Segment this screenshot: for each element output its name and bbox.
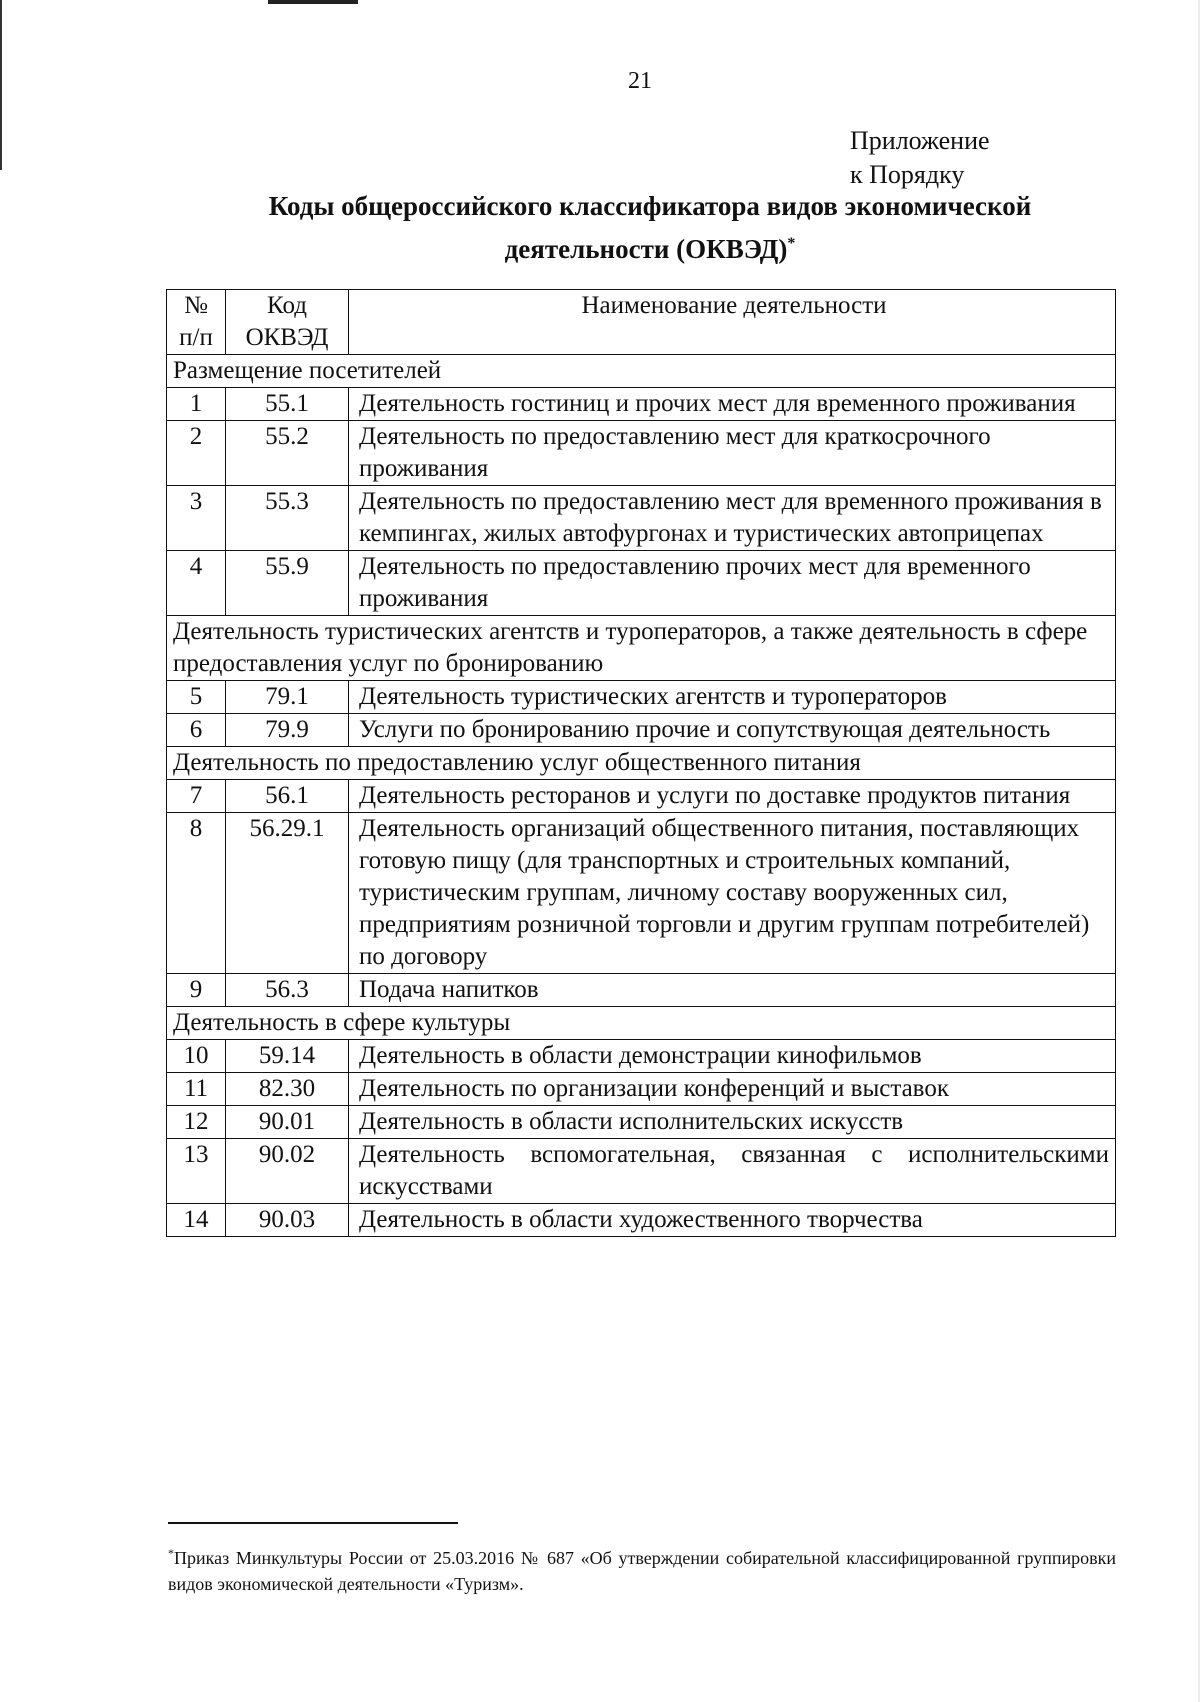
title-line-1: Коды общероссийского классификатора видов экономической <box>268 191 1032 221</box>
table-row <box>167 1073 1116 1106</box>
title-line-2 <box>150 225 1150 268</box>
row-code: 82.30 <box>226 1073 349 1106</box>
footnote-divider <box>168 1522 458 1524</box>
row-name: Деятельность туристических агентств и туроператоров <box>349 681 1116 714</box>
section-title: Деятельность по предоставлению услуг общественного питания <box>167 747 1116 780</box>
table-row <box>167 1139 1116 1204</box>
row-num: 1 <box>167 388 226 421</box>
okved-table <box>166 289 1116 1237</box>
section-row <box>167 355 1116 388</box>
row-name: Деятельность вспомогательная, связанная с исполнительскими искусствами <box>349 1139 1116 1204</box>
row-num: 7 <box>167 780 226 813</box>
row-code: 90.01 <box>226 1106 349 1139</box>
appendix-line-1: Приложение <box>850 126 990 155</box>
title-line-2-text: деятельности (ОКВЭД) <box>504 234 788 264</box>
header-name: Наименование деятельности <box>349 290 1116 355</box>
scan-artifact-bar <box>268 0 358 4</box>
footnote-text: Приказ Минкультуры России от 25.03.2016 № 687 «Об утверждении собирательной классифицированной группировки видов экономической деятельности «Туризм». <box>168 1548 1116 1594</box>
row-name: Деятельность в области художественного творчества <box>349 1204 1116 1237</box>
row-num: 3 <box>167 486 226 551</box>
row-num: 10 <box>167 1040 226 1073</box>
row-code: 79.1 <box>226 681 349 714</box>
row-code: 56.1 <box>226 780 349 813</box>
row-code: 56.29.1 <box>226 813 349 974</box>
table-body <box>167 355 1116 1237</box>
row-num: 11 <box>167 1073 226 1106</box>
table-row <box>167 974 1116 1007</box>
row-name: Услуги по бронированию прочие и сопутствующая деятельность <box>349 714 1116 747</box>
section-row <box>167 747 1116 780</box>
table-row <box>167 714 1116 747</box>
header-num: № п/п <box>167 290 226 355</box>
section-title: Деятельность в сфере культуры <box>167 1007 1116 1040</box>
row-num: 6 <box>167 714 226 747</box>
row-code: 90.03 <box>226 1204 349 1237</box>
table-row <box>167 551 1116 616</box>
row-num: 12 <box>167 1106 226 1139</box>
table-row <box>167 780 1116 813</box>
row-code: 59.14 <box>226 1040 349 1073</box>
table-row <box>167 813 1116 974</box>
row-name: Деятельность в области демонстрации кинофильмов <box>349 1040 1116 1073</box>
footnote-marker-ref: * <box>168 1546 174 1560</box>
row-num: 9 <box>167 974 226 1007</box>
row-name: Деятельность по организации конференций и выставок <box>349 1073 1116 1106</box>
section-title: Размещение посетителей <box>167 355 1116 388</box>
row-name: Деятельность гостиниц и прочих мест для временного проживания <box>349 388 1116 421</box>
section-title: Деятельность туристических агентств и туроператоров, а также деятельность в сфере предоставления услуг по бронированию <box>167 616 1116 681</box>
row-name: Деятельность по предоставлению мест для временного проживания в кемпингах, жилых автофургонах и туристических автоприцепах <box>349 486 1116 551</box>
row-code: 90.02 <box>226 1139 349 1204</box>
row-num: 5 <box>167 681 226 714</box>
table-row <box>167 421 1116 486</box>
row-code: 55.3 <box>226 486 349 551</box>
appendix-label <box>850 124 990 192</box>
appendix-line-2: к Порядку <box>850 160 965 189</box>
row-name: Деятельность ресторанов и услуги по доставке продуктов питания <box>349 780 1116 813</box>
row-num: 13 <box>167 1139 226 1204</box>
row-code: 55.2 <box>226 421 349 486</box>
table-row <box>167 681 1116 714</box>
row-name: Деятельность организаций общественного питания, поставляющих готовую пищу (для транспортных и строительных компаний, туристическим группам, личному составу вооруженных сил, предприятиям розничной торговли и другим группам потребителей) по договору <box>349 813 1116 974</box>
table-row <box>167 1204 1116 1237</box>
table-row <box>167 1106 1116 1139</box>
row-num: 2 <box>167 421 226 486</box>
section-row <box>167 616 1116 681</box>
row-num: 4 <box>167 551 226 616</box>
row-code: 55.1 <box>226 388 349 421</box>
table-row <box>167 388 1116 421</box>
footnote <box>168 1540 1116 1597</box>
row-code: 56.3 <box>226 974 349 1007</box>
page-number: 21 <box>628 68 652 94</box>
document-title <box>150 188 1150 268</box>
row-num: 14 <box>167 1204 226 1237</box>
row-num: 8 <box>167 813 226 974</box>
table-row <box>167 1040 1116 1073</box>
row-name: Деятельность по предоставлению прочих мест для временного проживания <box>349 551 1116 616</box>
row-name: Подача напитков <box>349 974 1116 1007</box>
row-name: Деятельность по предоставлению мест для краткосрочного проживания <box>349 421 1116 486</box>
section-row <box>167 1007 1116 1040</box>
row-code: 55.9 <box>226 551 349 616</box>
header-code: Код ОКВЭД <box>226 290 349 355</box>
row-code: 79.9 <box>226 714 349 747</box>
footnote-marker: * <box>787 235 796 252</box>
table-row <box>167 486 1116 551</box>
table-header-row <box>167 290 1116 355</box>
row-name: Деятельность в области исполнительских искусств <box>349 1106 1116 1139</box>
